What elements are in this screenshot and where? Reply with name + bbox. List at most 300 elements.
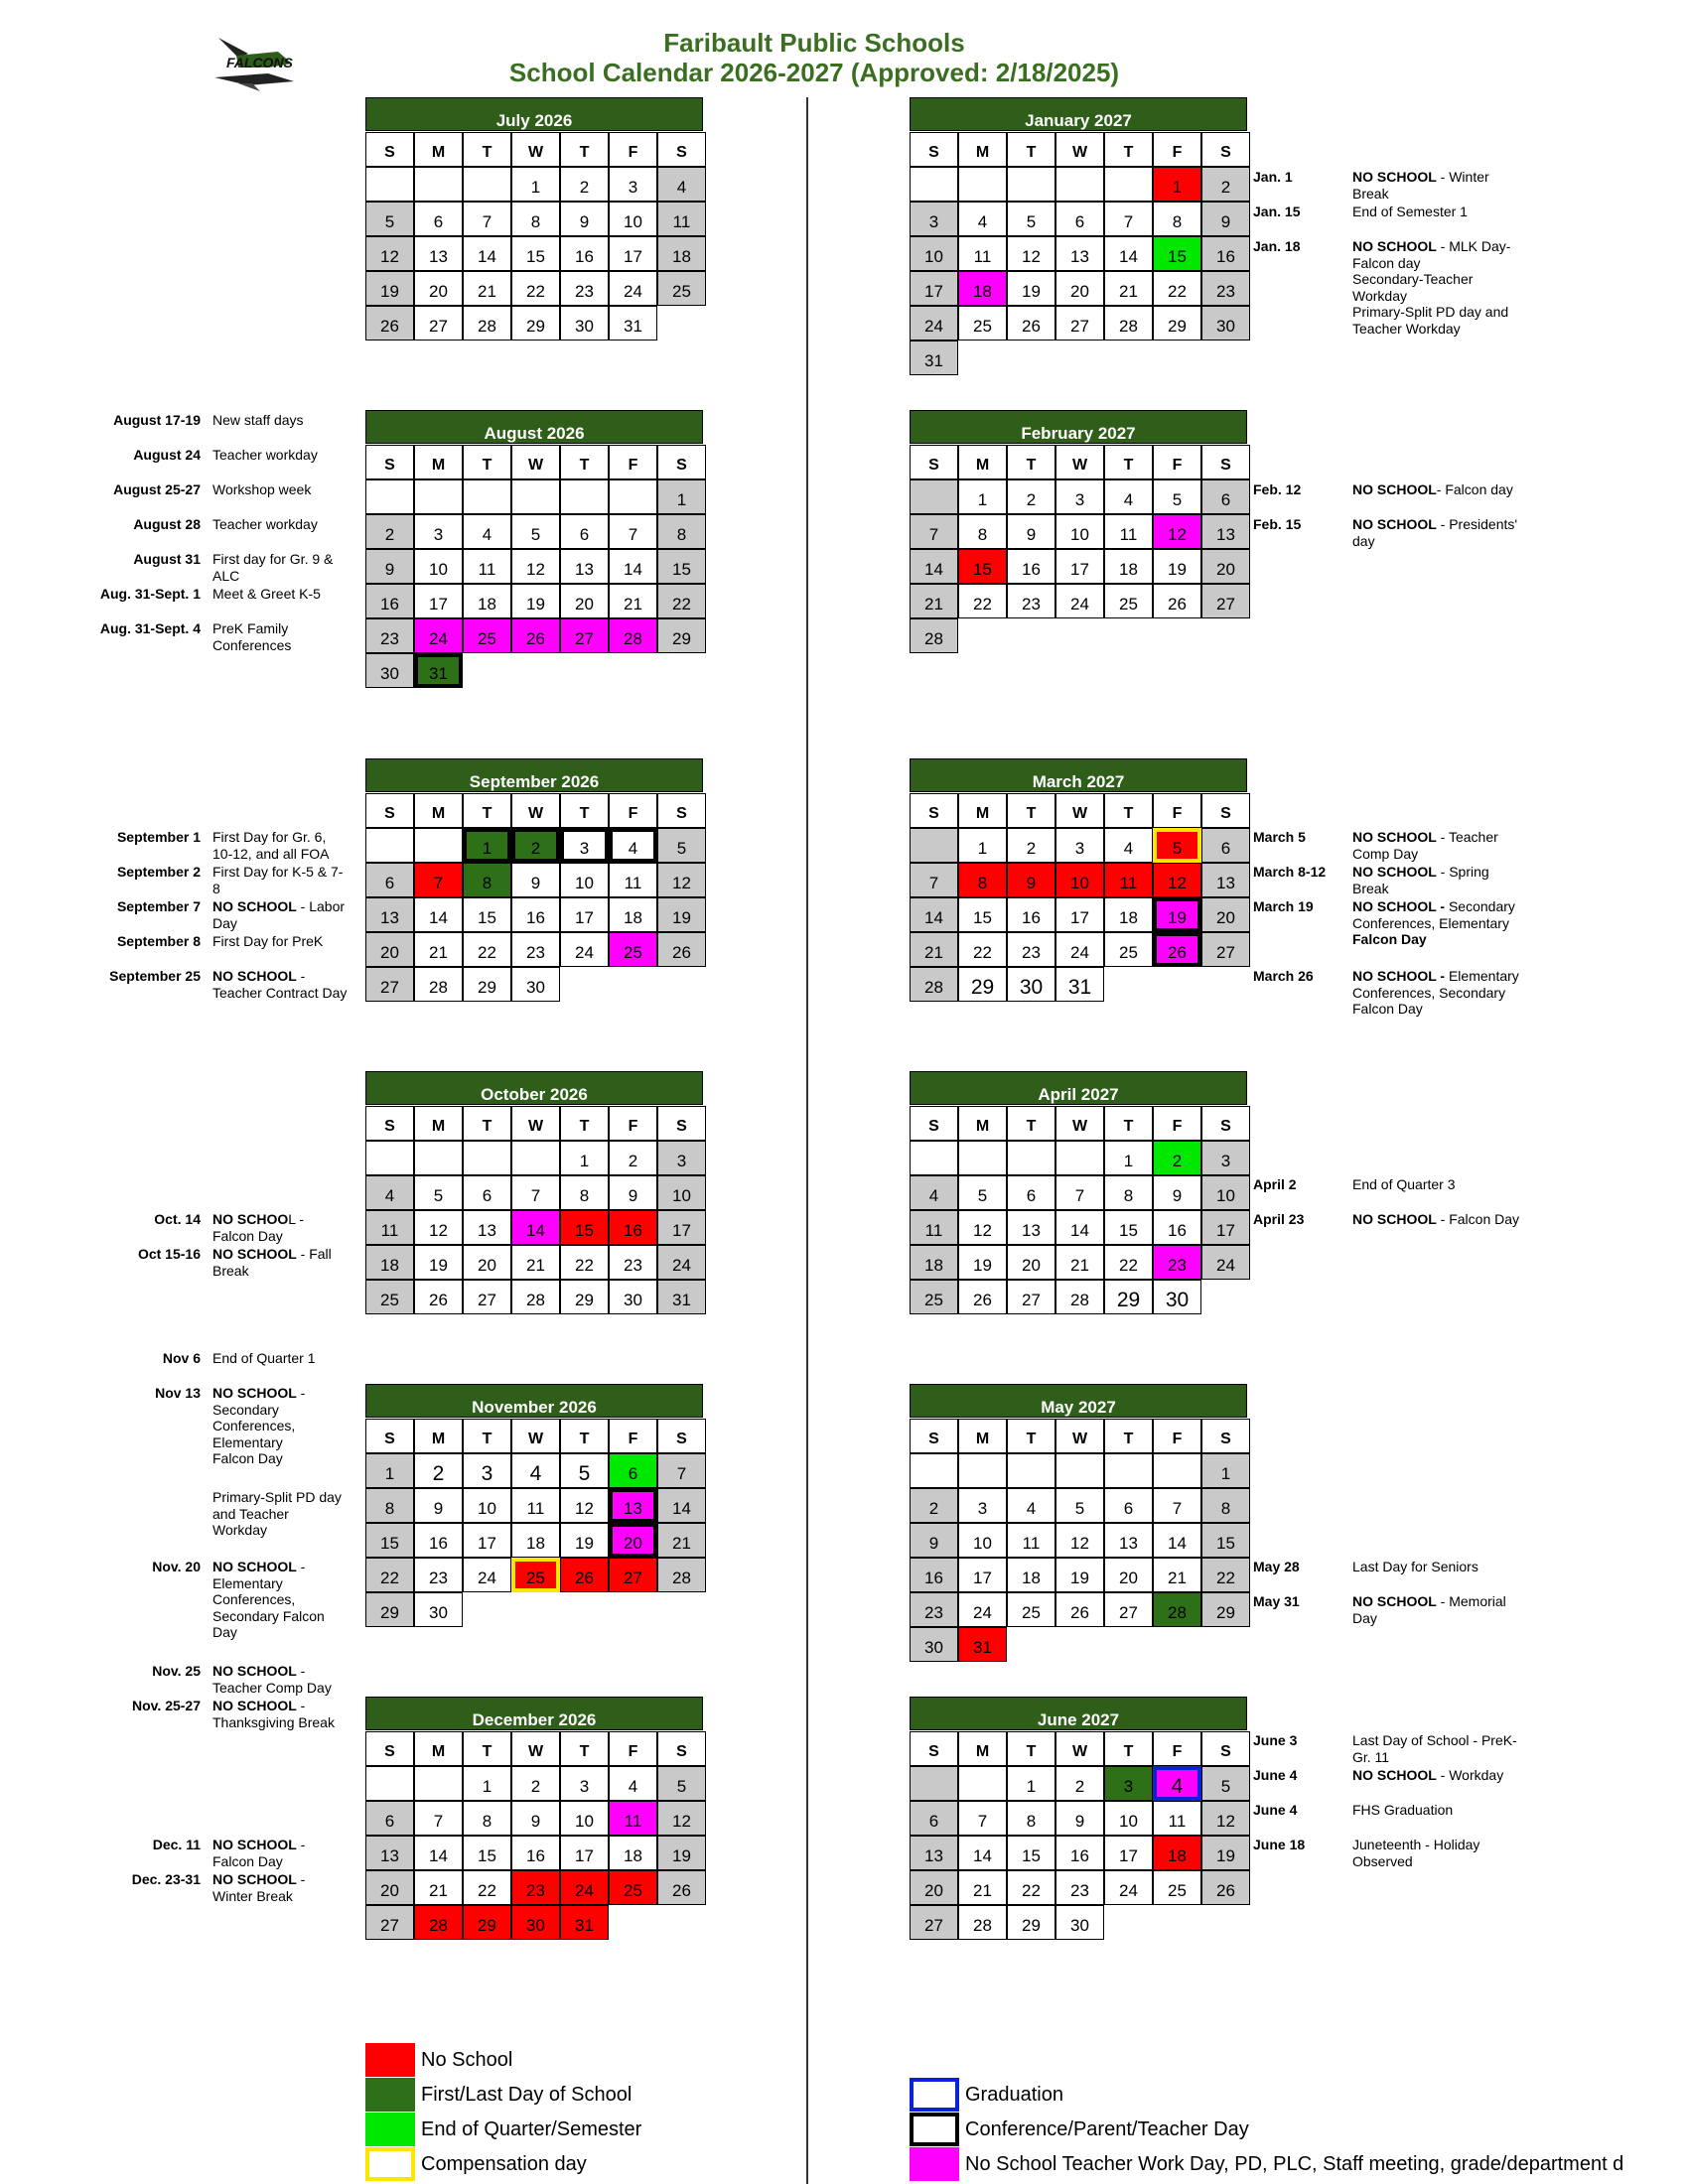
event-date: September 1 (116, 829, 201, 845)
calendar-day: 18 (1104, 549, 1153, 584)
calendar-day: 8 (1104, 1175, 1153, 1210)
event-date: June 4 (1253, 1802, 1298, 1818)
event-date: September 8 (116, 933, 201, 949)
day-header: F (1153, 1106, 1201, 1141)
calendar-day: 11 (958, 236, 1007, 271)
calendar-day: 27 (365, 967, 414, 1002)
calendar-day: 30 (511, 967, 560, 1002)
calendar-day: 3 (560, 828, 609, 863)
calendar-empty-cell (958, 167, 1007, 202)
calendar-day: 30 (560, 306, 609, 341)
calendar-day: 9 (1055, 1801, 1104, 1836)
calendar-day: 29 (463, 967, 511, 1002)
calendar-day: 7 (414, 863, 463, 897)
calendar-day: 20 (910, 1870, 958, 1905)
event-description: NO SCHOOL - Thanksgiving Break (212, 1698, 335, 1730)
day-header: T (1007, 1106, 1055, 1141)
day-header: W (1055, 1419, 1104, 1453)
calendar-day: 24 (1055, 932, 1104, 967)
calendar-day: 19 (365, 271, 414, 306)
calendar-day: 4 (1007, 1488, 1055, 1523)
day-header: S (365, 132, 414, 167)
event-date: March 19 (1253, 898, 1314, 914)
event-date: Jan. 18 (1253, 238, 1301, 254)
calendar-day: 11 (1007, 1523, 1055, 1558)
day-header: F (609, 132, 657, 167)
calendar-day: 21 (414, 1870, 463, 1905)
calendar-day: 23 (1153, 1245, 1201, 1280)
calendar-day: 7 (1153, 1488, 1201, 1523)
calendar-day: 18 (1104, 897, 1153, 932)
calendar-day: 9 (910, 1523, 958, 1558)
calendar-empty-cell (414, 828, 463, 863)
calendar-day: 23 (1007, 932, 1055, 967)
day-header: T (463, 1419, 511, 1453)
calendar-day: 12 (1153, 863, 1201, 897)
calendar-day: 13 (910, 1836, 958, 1870)
calendar-day: 27 (560, 618, 609, 653)
calendar-day: 18 (463, 584, 511, 618)
event-date: September 2 (116, 864, 201, 880)
calendar-day: 21 (1104, 271, 1153, 306)
calendar-day: 1 (463, 1766, 511, 1801)
calendar-day: 6 (414, 202, 463, 236)
calendar-day: 29 (511, 306, 560, 341)
calendar-day: 4 (511, 1453, 560, 1488)
day-header: M (958, 793, 1007, 828)
calendar-day: 25 (463, 618, 511, 653)
day-header: S (1201, 1731, 1250, 1766)
calendar-day: 19 (657, 1836, 706, 1870)
event-date: June 4 (1253, 1767, 1298, 1783)
calendar-day: 11 (1104, 514, 1153, 549)
calendar-day: 22 (1104, 1245, 1153, 1280)
calendar-empty-cell (1055, 1141, 1104, 1175)
day-header: T (1104, 132, 1153, 167)
calendar-day: 24 (657, 1245, 706, 1280)
calendar-day: 3 (463, 1453, 511, 1488)
calendar-day: 11 (511, 1488, 560, 1523)
month-title: April 2027 (910, 1071, 1247, 1105)
calendar-day: 9 (1007, 863, 1055, 897)
calendar-day: 24 (414, 618, 463, 653)
day-header: M (958, 1419, 1007, 1453)
day-header: W (1055, 1731, 1104, 1766)
day-header: S (365, 1106, 414, 1141)
logo-text: FALCONS (226, 55, 293, 70)
day-header: T (560, 445, 609, 479)
calendar-day: 29 (1104, 1280, 1153, 1314)
day-header: T (1104, 793, 1153, 828)
calendar-empty-cell (910, 167, 958, 202)
calendar-day: 2 (1201, 167, 1250, 202)
event-description: FHS Graduation (1352, 1802, 1454, 1818)
calendar-day: 3 (1104, 1766, 1153, 1801)
calendar-day: 25 (958, 306, 1007, 341)
legend-swatch (365, 2147, 415, 2181)
day-header: T (1007, 1731, 1055, 1766)
calendar-day: 18 (910, 1245, 958, 1280)
event-description: Workshop week (212, 481, 312, 497)
calendar-day: 8 (365, 1488, 414, 1523)
event-description: NO SCHOOL- Falcon day (1352, 481, 1513, 497)
page-title (427, 28, 1201, 87)
calendar-day: 9 (1153, 1175, 1201, 1210)
calendar-day: 19 (1153, 897, 1201, 932)
calendar-day: 11 (1104, 863, 1153, 897)
calendar-day: 3 (560, 1766, 609, 1801)
day-header: S (365, 1731, 414, 1766)
calendar-day: 22 (365, 1558, 414, 1592)
calendar-day: 4 (958, 202, 1007, 236)
calendar-day: 29 (560, 1280, 609, 1314)
calendar-empty-cell (910, 828, 958, 863)
event-date: June 3 (1253, 1732, 1298, 1748)
calendar-day: 24 (463, 1558, 511, 1592)
calendar-empty-cell (958, 1766, 1007, 1801)
calendar-day: 12 (1153, 514, 1201, 549)
calendar-day: 21 (1055, 1245, 1104, 1280)
month-title: August 2026 (365, 410, 703, 444)
event-description: NO SCHOOL - Fall Break (212, 1246, 332, 1279)
calendar-day: 17 (414, 584, 463, 618)
calendar-day: 16 (1153, 1210, 1201, 1245)
day-header: T (1007, 445, 1055, 479)
calendar-day: 12 (1055, 1523, 1104, 1558)
legend-label: No School Teacher Work Day, PD, PLC, Staff meeting, grade/department d (965, 2153, 1624, 2175)
day-header: S (657, 1419, 706, 1453)
calendar-day: 14 (463, 236, 511, 271)
calendar-day: 9 (365, 549, 414, 584)
calendar-day: 13 (365, 1836, 414, 1870)
calendar-day: 3 (910, 202, 958, 236)
column-divider (806, 97, 808, 2184)
calendar-empty-cell (1007, 1453, 1055, 1488)
day-header: M (414, 1419, 463, 1453)
event-date: Jan. 15 (1253, 204, 1301, 219)
calendar-day: 25 (910, 1280, 958, 1314)
calendar-day: 6 (463, 1175, 511, 1210)
calendar-day: 26 (1201, 1870, 1250, 1905)
day-header: M (414, 132, 463, 167)
calendar-day: 2 (1007, 479, 1055, 514)
calendar-day: 10 (1055, 514, 1104, 549)
calendar-day: 2 (365, 514, 414, 549)
event-description: NO SCHOOL - Falcon Day (212, 1211, 305, 1244)
calendar-day: 1 (1007, 1766, 1055, 1801)
calendar-day: 21 (958, 1870, 1007, 1905)
calendar-day: 6 (365, 1801, 414, 1836)
calendar-day: 1 (657, 479, 706, 514)
calendar-day: 31 (609, 306, 657, 341)
event-description: New staff days (212, 412, 304, 428)
calendar-day: 14 (1153, 1523, 1201, 1558)
day-header: W (511, 445, 560, 479)
calendar-day: 10 (1055, 863, 1104, 897)
calendar-day: 19 (511, 584, 560, 618)
day-header: M (958, 445, 1007, 479)
calendar-day: 21 (657, 1523, 706, 1558)
calendar-day: 5 (657, 1766, 706, 1801)
calendar-day: 13 (365, 897, 414, 932)
day-header: T (560, 1419, 609, 1453)
calendar-day: 12 (414, 1210, 463, 1245)
calendar-day: 4 (1104, 479, 1153, 514)
day-header: T (1104, 1419, 1153, 1453)
calendar-day: 23 (511, 1870, 560, 1905)
month-title: December 2026 (365, 1697, 703, 1730)
day-header: F (1153, 793, 1201, 828)
calendar-day: 17 (1055, 549, 1104, 584)
event-description: NO SCHOOL - Falcon Day (1352, 1211, 1520, 1227)
calendar-day: 20 (365, 1870, 414, 1905)
day-header: T (1104, 445, 1153, 479)
calendar-empty-cell (365, 167, 414, 202)
day-header: S (910, 445, 958, 479)
calendar-day: 8 (1153, 202, 1201, 236)
calendar-day: 25 (1104, 932, 1153, 967)
calendar-day: 26 (958, 1280, 1007, 1314)
calendar-day: 3 (1055, 479, 1104, 514)
calendar-day: 3 (1055, 828, 1104, 863)
day-header: W (511, 1106, 560, 1141)
calendar-empty-cell (414, 479, 463, 514)
day-header: F (1153, 132, 1201, 167)
calendar-day: 13 (1007, 1210, 1055, 1245)
calendar-empty-cell (1153, 1453, 1201, 1488)
calendar-day: 12 (958, 1210, 1007, 1245)
day-header: S (657, 445, 706, 479)
calendar-day: 1 (958, 479, 1007, 514)
event-description: Last Day for Seniors (1352, 1559, 1478, 1574)
calendar-day: 27 (1104, 1592, 1153, 1627)
calendar-day: 9 (1201, 202, 1250, 236)
calendar-day: 27 (1007, 1280, 1055, 1314)
day-header: M (414, 793, 463, 828)
calendar-day: 16 (609, 1210, 657, 1245)
event-description: First Day for K-5 & 7- 8 (212, 864, 344, 896)
calendar-day: 20 (609, 1523, 657, 1558)
day-header: S (1201, 445, 1250, 479)
calendar-day: 23 (1055, 1870, 1104, 1905)
calendar-day: 13 (1201, 514, 1250, 549)
calendar-day: 11 (365, 1210, 414, 1245)
calendar-day: 6 (910, 1801, 958, 1836)
calendar-day: 6 (365, 863, 414, 897)
calendar-day: 4 (609, 1766, 657, 1801)
calendar-day: 9 (414, 1488, 463, 1523)
calendar-day: 31 (958, 1627, 1007, 1662)
calendar-day: 19 (1201, 1836, 1250, 1870)
calendar-day: 30 (910, 1627, 958, 1662)
event-description: NO SCHOOL - Memorial Day (1352, 1593, 1506, 1626)
calendar-day: 31 (657, 1280, 706, 1314)
calendar-day: 24 (910, 306, 958, 341)
legend-swatch (365, 2043, 415, 2077)
calendar-day: 5 (1153, 828, 1201, 863)
calendar-empty-cell (463, 1141, 511, 1175)
calendar-day: 14 (1104, 236, 1153, 271)
calendar-day: 13 (560, 549, 609, 584)
calendar-day: 31 (1055, 967, 1104, 1002)
day-header: S (365, 793, 414, 828)
event-date: August 17-19 (113, 412, 201, 428)
day-header: S (910, 1731, 958, 1766)
calendar-day: 10 (560, 863, 609, 897)
calendar-day: 29 (463, 1905, 511, 1940)
calendar-day: 24 (1201, 1245, 1250, 1280)
calendar-empty-cell (609, 479, 657, 514)
calendar-day: 27 (1201, 584, 1250, 618)
calendar-day: 17 (1201, 1210, 1250, 1245)
calendar-day: 17 (463, 1523, 511, 1558)
event-date: Oct 15-16 (137, 1246, 201, 1262)
day-header: S (910, 1106, 958, 1141)
calendar-empty-cell (910, 1766, 958, 1801)
event-date: May 31 (1253, 1593, 1300, 1609)
event-description: NO SCHOOL - Workday (1352, 1767, 1504, 1783)
calendar-day: 28 (910, 967, 958, 1002)
calendar-day: 13 (1055, 236, 1104, 271)
calendar-day: 23 (560, 271, 609, 306)
calendar-day: 3 (958, 1488, 1007, 1523)
calendar-day: 12 (657, 1801, 706, 1836)
calendar-day: 10 (1104, 1801, 1153, 1836)
calendar-day: 28 (958, 1905, 1007, 1940)
calendar-day: 20 (1007, 1245, 1055, 1280)
calendar-day: 1 (1201, 1453, 1250, 1488)
calendar-day: 26 (1153, 932, 1201, 967)
calendar-day: 6 (1201, 828, 1250, 863)
calendar-day: 15 (511, 236, 560, 271)
day-header: T (560, 793, 609, 828)
calendar-day: 17 (657, 1210, 706, 1245)
calendar-day: 21 (609, 584, 657, 618)
calendar-day: 22 (958, 584, 1007, 618)
calendar-day: 23 (511, 932, 560, 967)
calendar-day: 11 (463, 549, 511, 584)
calendar-day: 2 (1007, 828, 1055, 863)
calendar-day: 18 (1007, 1558, 1055, 1592)
calendar-day: 5 (958, 1175, 1007, 1210)
calendar-day: 22 (958, 932, 1007, 967)
event-description: NO SCHOOL - Spring Break (1352, 864, 1489, 896)
calendar-day: 23 (414, 1558, 463, 1592)
event-date: Nov. 20 (152, 1559, 201, 1574)
calendar-day: 30 (365, 653, 414, 688)
event-date: Aug. 31-Sept. 4 (99, 620, 201, 636)
day-header: M (414, 445, 463, 479)
calendar-day: 14 (609, 549, 657, 584)
day-header: T (1007, 1419, 1055, 1453)
event-date: Feb. 12 (1253, 481, 1302, 497)
calendar-day: 14 (657, 1488, 706, 1523)
day-header: T (1007, 132, 1055, 167)
calendar-day: 13 (463, 1210, 511, 1245)
calendar-day: 19 (657, 897, 706, 932)
calendar-day: 7 (414, 1801, 463, 1836)
calendar-day: 28 (657, 1558, 706, 1592)
day-header: F (609, 793, 657, 828)
calendar-day: 3 (609, 167, 657, 202)
calendar-day: 15 (1153, 236, 1201, 271)
calendar-day: 4 (657, 167, 706, 202)
event-date: March 8-12 (1253, 864, 1327, 880)
event-description: NO SCHOOL - Teacher Contract Day (212, 968, 348, 1001)
event-description: NO SCHOOL - Falcon Day (212, 1837, 306, 1869)
legend-label: Compensation day (421, 2153, 587, 2175)
calendar-day: 5 (1007, 202, 1055, 236)
calendar-day: 20 (560, 584, 609, 618)
event-date: Nov. 25-27 (132, 1698, 201, 1713)
day-header: W (1055, 132, 1104, 167)
calendar-day: 15 (560, 1210, 609, 1245)
month-title: November 2026 (365, 1384, 703, 1418)
calendar-day: 6 (1201, 479, 1250, 514)
calendar-day: 8 (1007, 1801, 1055, 1836)
calendar-day: 26 (657, 932, 706, 967)
calendar-day: 26 (365, 306, 414, 341)
day-header: M (958, 1731, 1007, 1766)
calendar-empty-cell (910, 1141, 958, 1175)
calendar-day: 5 (1153, 479, 1201, 514)
event-description: Primary-Split PD day and Teacher Workday (212, 1489, 342, 1538)
day-header: T (560, 1731, 609, 1766)
calendar-day: 30 (1201, 306, 1250, 341)
day-header: S (657, 1106, 706, 1141)
calendar-day: 24 (958, 1592, 1007, 1627)
calendar-day: 28 (910, 618, 958, 653)
calendar-day: 24 (560, 932, 609, 967)
calendar-day: 5 (365, 202, 414, 236)
day-header: S (1201, 1419, 1250, 1453)
calendar-day: 18 (511, 1523, 560, 1558)
calendar-day: 1 (958, 828, 1007, 863)
calendar-day: 22 (1153, 271, 1201, 306)
calendar-day: 2 (910, 1488, 958, 1523)
calendar-day: 25 (365, 1280, 414, 1314)
calendar-day: 15 (1007, 1836, 1055, 1870)
day-header: T (463, 1106, 511, 1141)
calendar-day: 11 (657, 202, 706, 236)
event-date: Jan. 1 (1253, 169, 1293, 185)
day-header: W (1055, 445, 1104, 479)
event-date: May 28 (1253, 1559, 1300, 1574)
calendar-day: 2 (609, 1141, 657, 1175)
calendar-day: 5 (511, 514, 560, 549)
day-header: T (1007, 793, 1055, 828)
calendar-day: 3 (414, 514, 463, 549)
event-date: March 5 (1253, 829, 1306, 845)
calendar-day: 8 (463, 863, 511, 897)
calendar-day: 24 (609, 271, 657, 306)
day-header: M (414, 1106, 463, 1141)
calendar-day: 4 (365, 1175, 414, 1210)
calendar-day: 10 (1201, 1175, 1250, 1210)
month-title: February 2027 (910, 410, 1247, 444)
event-description: Juneteenth - Holiday Observed (1352, 1837, 1480, 1869)
calendar-day: 30 (1055, 1905, 1104, 1940)
calendar-day: 9 (511, 1801, 560, 1836)
calendar-day: 3 (1201, 1141, 1250, 1175)
calendar-day: 21 (910, 584, 958, 618)
day-header: S (365, 445, 414, 479)
calendar-day: 14 (910, 897, 958, 932)
calendar-empty-cell (1104, 1453, 1153, 1488)
event-date: August 31 (133, 551, 201, 567)
calendar-empty-cell (1104, 167, 1153, 202)
calendar-day: 1 (1153, 167, 1201, 202)
